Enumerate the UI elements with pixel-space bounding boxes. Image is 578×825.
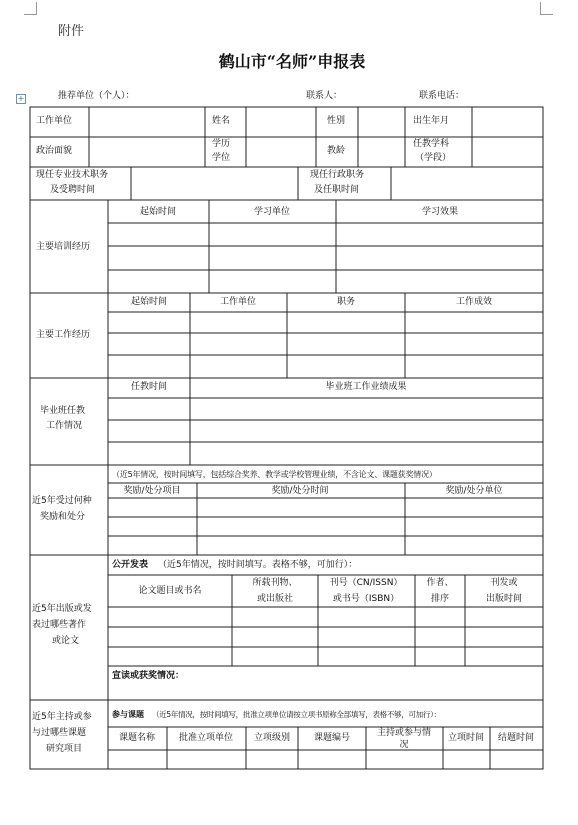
pub-col-date: 刊发或 [490,578,518,588]
class-teacher-rows-area[interactable] [109,399,542,464]
awards-rows-area[interactable] [109,499,542,554]
publications-rows-area[interactable] [109,608,542,665]
subject-input[interactable] [473,138,542,166]
admin-title-label: 现任行政职务 [310,170,365,180]
training-col-result: 学习效果 [421,207,459,217]
proj-col-time: 立项时间 [447,733,485,743]
awards-note: （近5年情况，按时间填写，包括综合奖养、教学或学校管理业绩，不含论文、课题获奖情况） [112,470,437,479]
training-section-label: 主要培训经历 [36,242,91,252]
training-col-unit: 学习单位 [253,207,291,217]
proj-col-unit: 批准立项单位 [178,733,234,743]
tech-title-label: 现任专业技术职务 [36,170,109,180]
projects-label: 近5年主持或参 [32,712,92,722]
tech-title-time-label: 及受聘时间 [50,185,96,195]
class-teacher-col-result: 毕业班工作业绩成果 [325,382,407,392]
projects-label-2: 与过哪些课题 [32,728,87,738]
training-col-start: 起始时间 [139,207,177,217]
work-unit-input[interactable] [90,108,204,136]
awards-col-time: 奖励/处分时间 [271,486,329,496]
projects-rows-area[interactable] [109,751,542,768]
table-move-handle-icon[interactable]: + [17,94,25,103]
pub-col-title: 论文题目或书名 [138,586,202,596]
recommend-unit-label: 推荐单位（个人）： [58,91,135,101]
pub-col-journal: 所载刊物、 [252,578,298,588]
publications-label: 近5年出版或发 [32,604,92,614]
political-status-input[interactable] [90,138,204,166]
admin-title-time-label: 及任职时间 [314,185,360,195]
publications-label-3: 或论文 [52,636,80,646]
teaching-age-input[interactable] [359,138,404,166]
grade-level-label: （学段） [415,153,452,163]
publications-label-2: 表过哪些著作 [32,620,87,630]
birth-input[interactable] [473,108,542,136]
tech-title-input[interactable] [132,168,297,199]
class-teacher-col-time: 任教时间 [130,382,168,392]
work-col-result: 工作成效 [455,297,493,307]
projects-note: （近5年情况，按时间填写，批准立项单位请按立项书原称全部填写，表格不够，可加行）： [152,710,441,719]
awards-label: 近5年受过何种 [32,496,92,506]
contact-person-label: 联系人： [306,91,343,101]
work-col-start: 起始时间 [130,297,168,307]
proj-col-level: 立项级别 [253,733,291,743]
political-status-label: 政治面貌 [36,146,73,156]
projects-title: 参与课题 [112,710,144,719]
class-teacher-label-2: 工作情况 [46,421,83,431]
education-label: 学历 [212,139,231,149]
admin-title-input[interactable] [392,168,542,199]
awards-col-unit: 奖励/处分单位 [445,486,503,496]
gender-label: 性别 [327,116,346,126]
pub-col-issn-2: 或书号（ISBN） [332,594,400,604]
attachment-label: 附件 [58,24,85,39]
awards-col-item: 奖励/处分项目 [123,486,181,496]
birth-label: 出生年月 [413,116,450,126]
projects-label-3: 研究项目 [46,744,83,754]
pub-col-author-2: 排序 [430,594,450,604]
proj-col-end: 结题时间 [497,733,535,743]
work-rows-area[interactable] [109,313,542,377]
public-publish-note: （近5年情况，按时间填写。表格不够，可加行）： [158,560,358,570]
subject-label: 任教学科 [413,139,450,149]
name-input[interactable] [247,108,315,136]
proj-col-number: 课题编号 [313,733,351,743]
page-title: 鹤山市“名师”申报表 [218,52,366,71]
public-publish-title: 公开发表 [112,560,149,570]
work-col-position: 职务 [336,297,356,307]
degree-label: 学位 [212,153,231,163]
teaching-age-label: 教龄 [327,146,346,156]
work-col-unit: 工作单位 [219,297,257,307]
training-rows-area[interactable] [109,224,542,292]
name-label: 姓名 [212,116,231,126]
education-input[interactable] [247,138,315,166]
work-unit-label: 工作单位 [36,116,73,126]
gender-input[interactable] [359,108,404,136]
pub-col-date-2: 出版时间 [485,594,523,604]
awards-label-2: 奖励和处分 [40,512,86,522]
proj-col-name: 课题名称 [118,733,156,743]
class-teacher-label: 毕业班任教 [40,406,86,416]
pub-col-journal-2: 或出版社 [256,594,294,604]
contact-phone-label: 联系电话： [419,91,465,101]
proj-col-role: 主持或参与情 [376,728,432,738]
reading-award-label: 宣读或获奖情况： [112,671,185,681]
pub-col-issn: 刊号（CN/ISSN） [329,578,403,588]
proj-col-role-2: 况 [399,740,409,750]
pub-col-author: 作者、 [426,578,454,588]
work-section-label: 主要工作经历 [36,330,91,340]
